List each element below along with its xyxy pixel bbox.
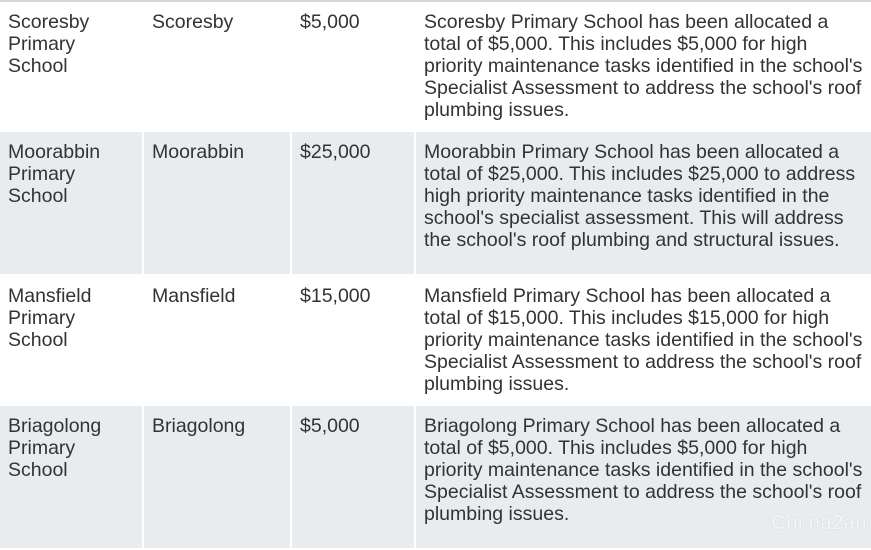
description-cell: Moorabbin Primary School has been allocated a total of $25,000. This includes $25,000 to address high priority maintenance tasks identified in the school's specialist assessment. This will address the school's roof plumbing and structural issues. bbox=[416, 132, 871, 276]
watermark: Chi na2au bbox=[771, 512, 867, 534]
description-cell: Briagolong Primary School has been allocated a total of $5,000. This includes $5,000 for high priority maintenance tasks identified in the school's Specialist Assessment to address the school's roof plumbing issues. bbox=[416, 406, 871, 550]
location-cell: Moorabbin bbox=[144, 132, 292, 276]
table-row bbox=[0, 132, 871, 276]
amount-cell: $5,000 bbox=[292, 406, 416, 550]
location-cell: Scoresby bbox=[144, 2, 292, 132]
amount-cell: $15,000 bbox=[292, 276, 416, 406]
description-cell: Scoresby Primary School has been allocated a total of $5,000. This includes $5,000 for high priority maintenance tasks identified in the school's Specialist Assessment to address the school's roof plumbing issues. bbox=[416, 2, 871, 132]
amount-cell: $25,000 bbox=[292, 132, 416, 276]
location-cell: Briagolong bbox=[144, 406, 292, 550]
table-row bbox=[0, 2, 871, 132]
school-name-cell: Briagolong Primary School bbox=[0, 406, 144, 550]
school-name-cell: Mansfield Primary School bbox=[0, 276, 144, 406]
description-cell: Mansfield Primary School has been allocated a total of $15,000. This includes $15,000 for high priority maintenance tasks identified in the school's Specialist Assessment to address the school's roof plumbing issues. bbox=[416, 276, 871, 406]
amount-cell: $5,000 bbox=[292, 2, 416, 132]
school-name-cell: Scoresby Primary School bbox=[0, 2, 144, 132]
schools-funding-table bbox=[0, 2, 871, 550]
school-name-cell: Moorabbin Primary School bbox=[0, 132, 144, 276]
location-cell: Mansfield bbox=[144, 276, 292, 406]
table-row bbox=[0, 276, 871, 406]
table-row bbox=[0, 406, 871, 550]
